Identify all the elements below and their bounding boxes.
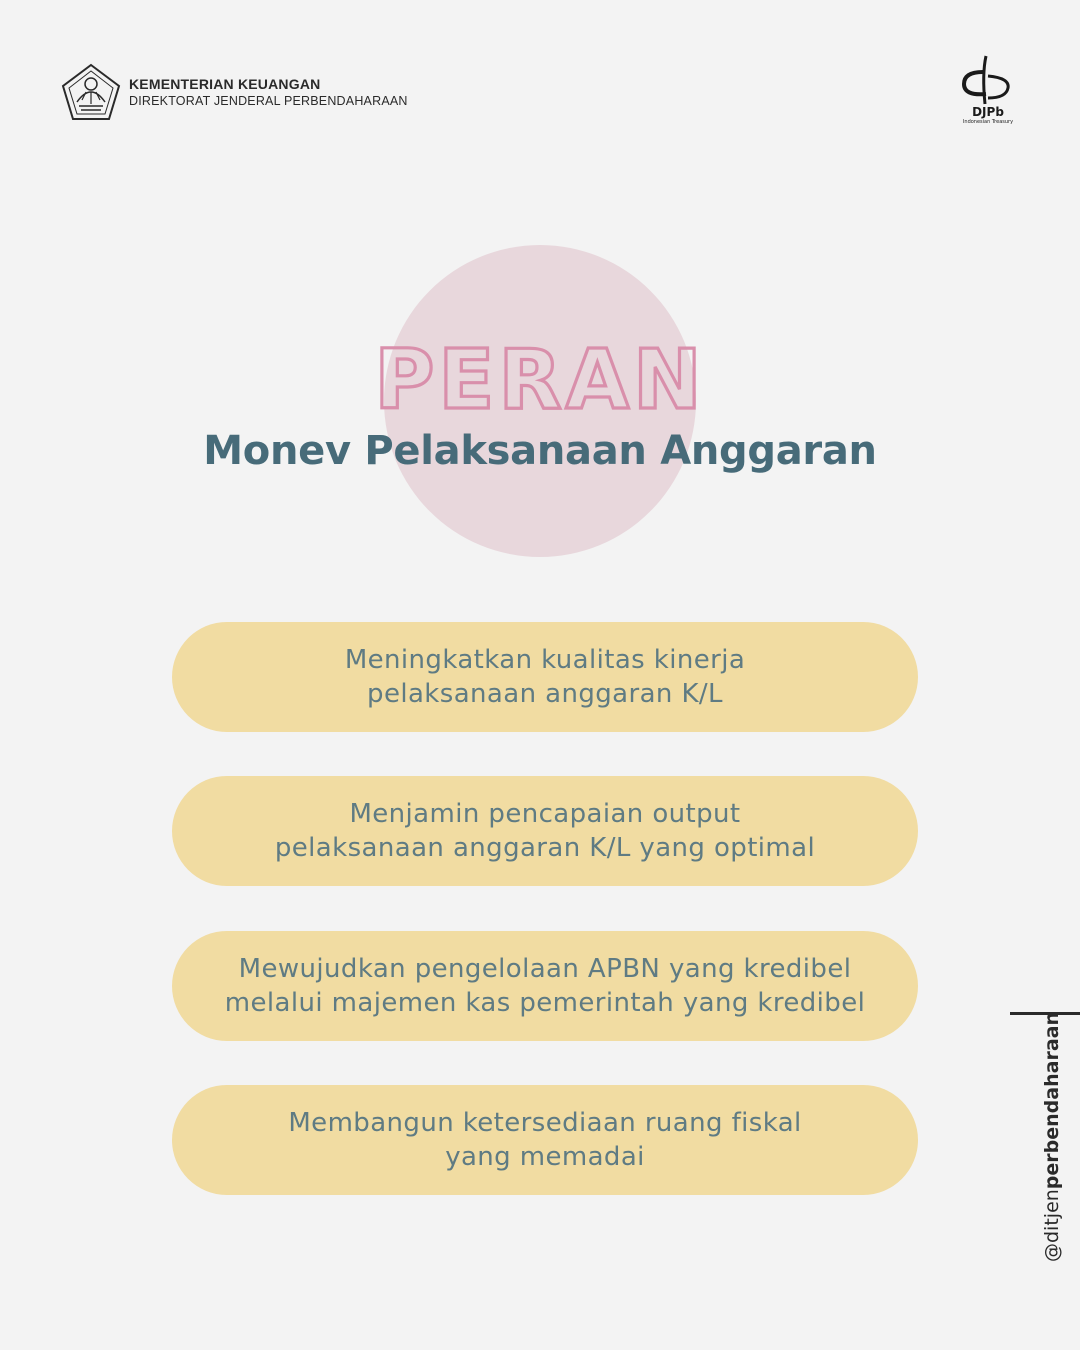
role-card xyxy=(172,1085,918,1195)
title-graphic xyxy=(0,325,1080,430)
handle-bold: perbendaharaan xyxy=(1041,1012,1063,1190)
ministry-emblem-icon xyxy=(60,62,122,122)
brand-name: DJPb xyxy=(972,105,1004,119)
brand-tagline: Indonesian Treasury xyxy=(962,119,1014,125)
role-card xyxy=(172,622,918,732)
role-text: Meningkatkan kualitas kinerja pelaksanaan anggaran K/L xyxy=(344,645,746,709)
org-unit: DIREKTORAT JENDERAL PERBENDAHARAAN xyxy=(129,93,408,108)
org-name: KEMENTERIAN KEUANGAN xyxy=(129,75,321,92)
role-text: Mewujudkan pengelolaan APBN yang kredibel melalui majemen kas pemerintah yang kredibel xyxy=(224,954,866,1018)
org-header xyxy=(60,62,408,122)
page-subtitle: Monev Pelaksanaan Anggaran xyxy=(203,428,877,474)
handle-prefix: @ditjen xyxy=(1041,1189,1063,1262)
role-card xyxy=(172,931,918,1041)
page-title: PERAN xyxy=(374,333,706,428)
role-card xyxy=(172,776,918,886)
org-text xyxy=(129,76,408,109)
social-handle xyxy=(1041,1012,1063,1262)
djpb-logo-icon xyxy=(952,54,1024,106)
brand-logo xyxy=(952,54,1024,134)
role-text: Membangun ketersediaan ruang fiskal yang memadai xyxy=(288,1108,802,1172)
role-text: Menjamin pencapaian output pelaksanaan anggaran K/L yang optimal xyxy=(274,799,816,863)
